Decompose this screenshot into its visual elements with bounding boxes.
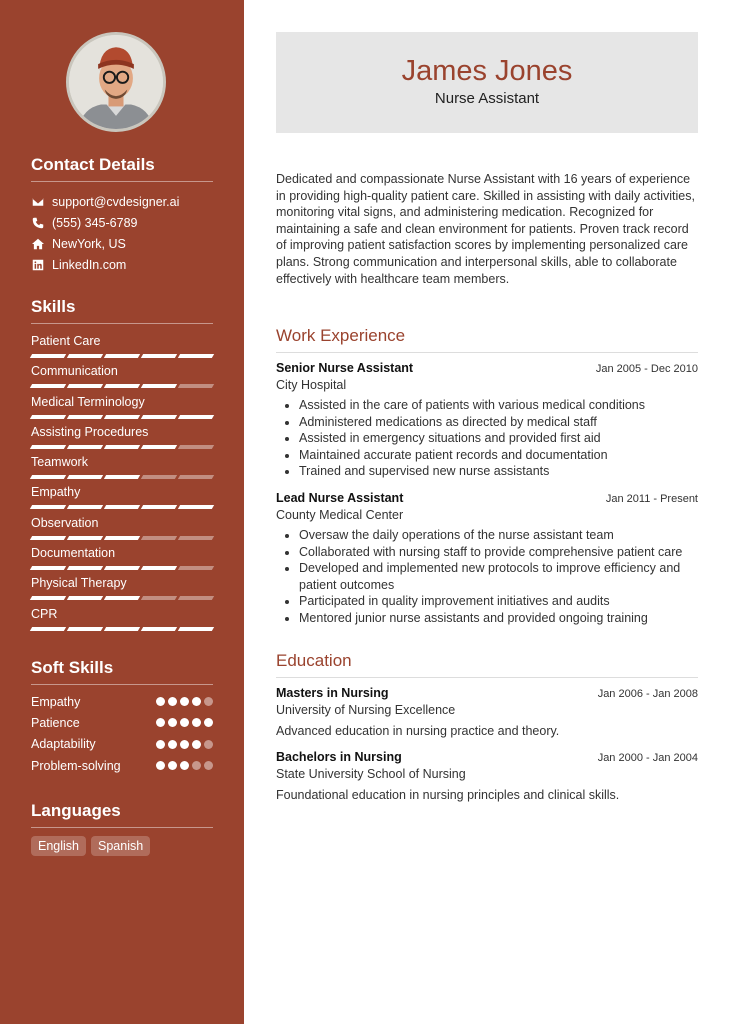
- job-bullet: • Developed and implemented new protocols to improve efficiency and patient outcomes: [299, 560, 698, 593]
- skill-level-bar: [31, 445, 213, 449]
- contact-location-text: NewYork, US: [52, 236, 126, 251]
- education-entry: [276, 750, 698, 802]
- rating-dot: [180, 761, 189, 770]
- skill-level-segment: [30, 536, 66, 540]
- skill-level-segment: [178, 627, 214, 631]
- job-bullet: • Mentored junior nurse assistants and provided ongoing training: [299, 610, 698, 627]
- school-name: University of Nursing Excellence: [276, 703, 456, 717]
- contact-phone-text: (555) 345-6789: [52, 215, 138, 230]
- profile-summary: Dedicated and compassionate Nurse Assistant with 16 years of experience in providing high-quality patient care. Skilled in assisting with daily activities, monitoring vital signs, and administering medication. Recognized for maintaining a safe and clean environment for patients. Proven track record of improving patient satisfaction scores by implementing personalized care plans. Strong communication and interpersonal skills, able to collaborate effectively with healthcare team members.: [276, 172, 695, 286]
- skill-level-segment: [30, 596, 66, 600]
- skill-level-segment: [67, 354, 103, 358]
- soft-skill-rating: [156, 718, 213, 727]
- degree-dates: Jan 2006 - Jan 2008: [597, 688, 698, 700]
- skill-level-segment: [178, 445, 214, 449]
- skill-level-segment: [178, 475, 214, 479]
- soft-skill-rating: [156, 697, 213, 706]
- skill-level-bar: [31, 475, 213, 479]
- person-name: James Jones: [401, 55, 573, 87]
- person-role: Nurse Assistant: [434, 90, 540, 107]
- skill-level-bar: [31, 354, 213, 358]
- skill-level-segment: [141, 627, 177, 631]
- skill-level-segment: [141, 354, 177, 358]
- skill-level-segment: [67, 596, 103, 600]
- envelope-icon: [31, 195, 45, 209]
- job-dates: Jan 2011 - Present: [605, 493, 698, 505]
- skill-level-segment: [141, 505, 177, 509]
- skill-level-segment: [30, 627, 66, 631]
- skill-level-bar: [31, 415, 213, 419]
- job-title: Lead Nurse Assistant: [276, 491, 404, 505]
- soft-skill-rating: [156, 761, 213, 770]
- degree-title: Masters in Nursing: [276, 686, 389, 700]
- skill-level-segment: [178, 566, 214, 570]
- job-bullets: [276, 527, 698, 627]
- skill-level-segment: [141, 445, 177, 449]
- skill-level-segment: [178, 505, 214, 509]
- skill-item: [31, 334, 213, 364]
- job-bullet: • Participated in quality improvement initiatives and audits: [299, 593, 698, 610]
- rating-dot: [204, 697, 213, 706]
- degree-title: Bachelors in Nursing: [276, 750, 402, 764]
- skill-level-bar: [31, 566, 213, 570]
- skill-level-segment: [141, 475, 177, 479]
- skill-item: [31, 425, 213, 455]
- job-bullet: • Administered medications as directed by medical staff: [299, 414, 698, 431]
- skill-level-segment: [104, 354, 140, 358]
- soft-skill-name: Patience: [31, 715, 80, 730]
- skill-item: [31, 576, 213, 606]
- job-entry: [276, 491, 698, 627]
- skill-level-segment: [30, 505, 66, 509]
- job-bullet: • Trained and supervised new nurse assistants: [299, 463, 698, 480]
- skill-name: Teamwork: [31, 455, 88, 470]
- home-icon: [31, 237, 45, 251]
- rating-dot: [192, 718, 201, 727]
- job-org: City Hospital: [276, 378, 347, 392]
- contact-location: [31, 233, 213, 254]
- skill-name: Physical Therapy: [31, 576, 127, 591]
- sidebar: [0, 0, 244, 1024]
- skill-level-segment: [30, 566, 66, 570]
- skill-level-segment: [141, 384, 177, 388]
- skill-name: Observation: [31, 515, 99, 530]
- skill-level-segment: [178, 536, 214, 540]
- skill-level-bar: [31, 596, 213, 600]
- job-bullet: • Assisted in the care of patients with various medical conditions: [299, 397, 698, 414]
- skill-level-segment: [178, 384, 214, 388]
- job-dates: Jan 2005 - Dec 2010: [595, 363, 698, 375]
- skill-level-bar: [31, 505, 213, 509]
- contact-section-title: Contact Details: [31, 155, 213, 182]
- skill-level-segment: [104, 415, 140, 419]
- skill-level-segment: [30, 415, 66, 419]
- rating-dot: [204, 761, 213, 770]
- skill-level-segment: [67, 415, 103, 419]
- skill-item: [31, 364, 213, 394]
- soft-skills-section-title: Soft Skills: [31, 658, 213, 685]
- skill-level-bar: [31, 627, 213, 631]
- rating-dot: [156, 718, 165, 727]
- skill-level-segment: [67, 566, 103, 570]
- skills-section-title: Skills: [31, 297, 213, 324]
- contact-linkedin-text: LinkedIn.com: [52, 257, 127, 272]
- skill-level-segment: [104, 566, 140, 570]
- skill-level-bar: [31, 536, 213, 540]
- skill-level-segment: [67, 384, 103, 388]
- skill-level-segment: [104, 596, 140, 600]
- education-entry: [276, 686, 698, 738]
- soft-skill-name: Adaptability: [31, 737, 96, 752]
- skill-name: CPR: [31, 606, 58, 621]
- rating-dot: [168, 740, 177, 749]
- skill-level-segment: [30, 384, 66, 388]
- rating-dot: [168, 761, 177, 770]
- skill-level-segment: [30, 445, 66, 449]
- soft-skills-list: [31, 691, 213, 776]
- skill-level-segment: [141, 536, 177, 540]
- skill-level-bar: [31, 384, 213, 388]
- skill-name: Communication: [31, 364, 118, 379]
- language-tag: Spanish: [91, 836, 150, 856]
- rating-dot: [180, 740, 189, 749]
- job-org: County Medical Center: [276, 508, 404, 522]
- job-bullet: • Maintained accurate patient records and documentation: [299, 447, 698, 464]
- skill-level-segment: [178, 354, 214, 358]
- contact-linkedin[interactable]: [31, 254, 213, 275]
- skill-item: [31, 607, 213, 637]
- soft-skill-rating: [156, 740, 213, 749]
- rating-dot: [192, 740, 201, 749]
- skill-level-segment: [67, 505, 103, 509]
- rating-dot: [168, 697, 177, 706]
- skill-item: [31, 516, 213, 546]
- skill-item: [31, 485, 213, 515]
- skill-level-segment: [30, 354, 66, 358]
- soft-skill-item: [31, 734, 213, 755]
- school-name: State University School of Nursing: [276, 767, 466, 781]
- skill-level-segment: [104, 384, 140, 388]
- skill-name: Patient Care: [31, 334, 101, 348]
- skill-name: Documentation: [31, 546, 116, 561]
- soft-skill-name: Problem-solving: [31, 758, 121, 773]
- skill-level-segment: [178, 415, 214, 419]
- job-bullet: • Oversaw the daily operations of the nurse assistant team: [299, 527, 698, 544]
- contact-email-text: support@cvdesigner.ai: [52, 194, 180, 209]
- job-bullet: • Collaborated with nursing staff to provide comprehensive patient care: [299, 544, 698, 561]
- skill-item: [31, 455, 213, 485]
- skill-level-segment: [141, 566, 177, 570]
- degree-description: Foundational education in nursing principles and clinical skills.: [276, 788, 620, 802]
- phone-icon: [31, 216, 45, 230]
- skill-level-segment: [67, 627, 103, 631]
- language-tag: English: [31, 836, 86, 856]
- job-title: Senior Nurse Assistant: [276, 361, 414, 375]
- rating-dot: [156, 761, 165, 770]
- avatar: [66, 32, 166, 132]
- skill-level-segment: [67, 445, 103, 449]
- skill-name: Medical Terminology: [31, 394, 145, 409]
- languages-section-title: Languages: [31, 801, 213, 828]
- rating-dot: [204, 740, 213, 749]
- skill-name: Assisting Procedures: [31, 424, 149, 439]
- soft-skill-item: [31, 755, 213, 776]
- rating-dot: [192, 697, 201, 706]
- rating-dot: [204, 718, 213, 727]
- skill-level-segment: [104, 505, 140, 509]
- name-header: [276, 32, 698, 133]
- skill-level-segment: [67, 475, 103, 479]
- degree-dates: Jan 2000 - Jan 2004: [597, 752, 698, 764]
- rating-dot: [168, 718, 177, 727]
- rating-dot: [192, 761, 201, 770]
- job-bullets: [276, 397, 698, 480]
- rating-dot: [156, 697, 165, 706]
- linkedin-icon: [31, 258, 45, 272]
- work-section-title: Work Experience: [276, 326, 698, 353]
- job-entry: [276, 361, 698, 480]
- skill-item: [31, 546, 213, 576]
- skill-level-segment: [30, 475, 66, 479]
- skill-level-segment: [104, 536, 140, 540]
- soft-skill-item: [31, 712, 213, 733]
- soft-skill-item: [31, 691, 213, 712]
- contact-email[interactable]: [31, 191, 213, 212]
- skill-level-segment: [141, 415, 177, 419]
- profile-photo-icon: [69, 35, 163, 129]
- skill-level-segment: [104, 475, 140, 479]
- rating-dot: [180, 697, 189, 706]
- skills-list: [31, 334, 213, 637]
- rating-dot: [180, 718, 189, 727]
- contact-phone[interactable]: [31, 212, 213, 233]
- skill-level-segment: [67, 536, 103, 540]
- degree-description: Advanced education in nursing practice and theory.: [276, 724, 560, 738]
- languages-list: [31, 836, 150, 856]
- job-bullet: • Assisted in emergency situations and provided first aid: [299, 430, 698, 447]
- skill-item: [31, 395, 213, 425]
- skill-level-segment: [104, 445, 140, 449]
- soft-skill-name: Empathy: [31, 694, 81, 709]
- contact-list: [31, 191, 213, 275]
- rating-dot: [156, 740, 165, 749]
- skill-name: Empathy: [31, 485, 81, 500]
- skill-level-segment: [141, 596, 177, 600]
- education-section-title: Education: [276, 651, 698, 678]
- skill-level-segment: [104, 627, 140, 631]
- skill-level-segment: [178, 596, 214, 600]
